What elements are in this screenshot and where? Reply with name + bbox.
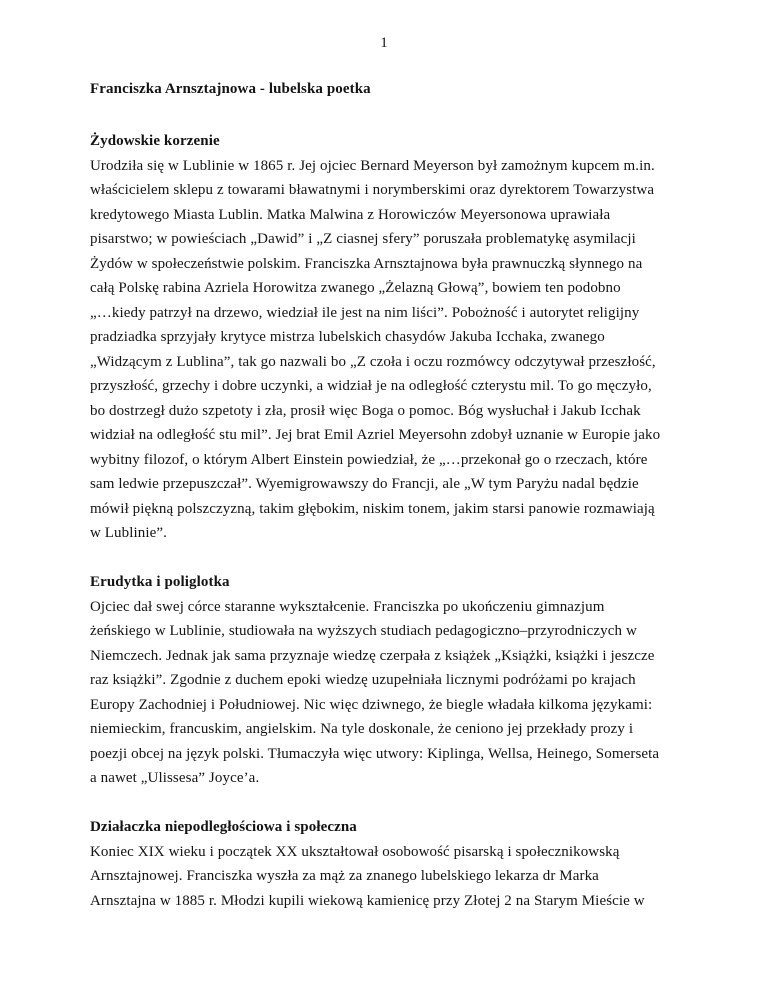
text-line: wybitny filozof, o którym Albert Einstein powiedział, że „…przekonał go o rzeczach, które xyxy=(90,451,648,468)
text-line: pisarstwo; w powieściach „Dawid” i „Z ciasnej sfery” poruszała problematykę asymilacji xyxy=(90,231,636,247)
section-heading: Żydowskie korzenie xyxy=(90,133,220,149)
text-line: właścicielem sklepu z towarami bławatnymi i norymberskimi oraz dyrektorem Towarzystwa xyxy=(90,182,655,198)
text-line: Europy Zachodniej i Południowej. Nic więc dziwnego, że biegle władała kilkoma językami: xyxy=(90,696,653,713)
text-line: raz książki”. Zgodnie z duchem epoki wiedzę uzupełniała licznymi podróżami po krajach xyxy=(90,672,636,688)
text-line: Niemczech. Jednak jak sama przyznaje wiedzę czerpała z książek „Książki, książki i jeszcze xyxy=(90,647,655,664)
text-line: kredytowego Miasta Lublin. Matka Malwina z Horowiczów Meyersonowa uprawiała xyxy=(90,206,611,223)
document-body xyxy=(90,129,680,913)
text-line: Urodziła się w Lublinie w 1865 r. Jej ojciec Bernard Meyerson był zamożnym kupcem m.in. xyxy=(90,157,655,174)
section-heading: Działaczka niepodległościowa i społeczna xyxy=(90,819,357,835)
text-line: Arnsztajnowej. Franciszka wyszła za mąż za znanego lubelskiego lekarza dr Marka xyxy=(90,868,599,884)
text-line: a nawet „Ulissesa” Joyce’a. xyxy=(90,770,260,786)
document-title: Franciszka Arnsztajnowa - lubelska poetka xyxy=(90,80,371,97)
text-line: poezji obcej na język polski. Tłumaczyła więc utwory: Kiplinga, Wellsa, Heinego, Somerseta xyxy=(90,745,660,762)
text-line: mówił piękną polszczyzną, takim głębokim, niskim tonem, jakim starsi panowie rozmawiają xyxy=(90,500,655,517)
text-line: niemieckim, francuskim, angielskim. Na tyle doskonale, że ceniono jej przekłady prozy i xyxy=(90,721,634,737)
text-line: pradziadka sprzyjały krytyce mistrza lubelskich chasydów Jakuba Icchaka, zwanego xyxy=(90,329,605,345)
text-line: sam ledwie przepuszczał”. Wyemigrowawszy do Francji, ale „W tym Paryżu nadal będzie xyxy=(90,476,639,492)
text-line: w Lublinie”. xyxy=(90,525,168,541)
text-line: przyszłość, grzechy i dobre uczynki, a widział je na odległość czterystu mil. To go męczyło, xyxy=(90,378,652,394)
text-line: całą Polskę rabina Azriela Horowitza zwanego „Żelazną Głową”, bowiem ten podobno xyxy=(90,280,621,296)
text-line: widział na odległość stu mil”. Jej brat Emil Azriel Meyersohn zdobył uznanie w Europie jako xyxy=(90,427,661,443)
section-heading: Erudytka i poliglotka xyxy=(90,574,230,590)
paragraph xyxy=(90,154,680,546)
paragraph xyxy=(90,840,680,914)
text-line: Żydów w społeczeństwie polskim. Franciszka Arnsztajnowa była prawnuczką słynnego na xyxy=(90,255,643,272)
text-line: „Widzącym z Lublina”, tak go nazwali bo „Z czoła i oczu rozmówcy odczytywał przeszłość, xyxy=(90,353,656,370)
text-line: „…kiedy patrzył na drzewo, wiedział ile jest na nim liści”. Pobożność i autorytet religijny xyxy=(90,304,640,321)
paragraph xyxy=(90,595,680,791)
text-line: bo dostrzegł dużo szpetoty i zła, prosił więc Boga o pomoc. Bóg wysłuchał i Jakub Icchak xyxy=(90,402,641,419)
page-number: 1 xyxy=(380,35,388,51)
text-line: Koniec XIX wieku i początek XX ukształtował osobowość pisarską i społecznikowską xyxy=(90,843,620,860)
text-line: żeńskiego w Lublinie, studiowała na wyższych studiach pedagogiczno–przyrodniczych w xyxy=(90,623,637,639)
text-line: Ojciec dał swej córce staranne wykształcenie. Franciszka po ukończeniu gimnazjum xyxy=(90,598,605,615)
text-line: Arnsztajna w 1885 r. Młodzi kupili wiekową kamienicę przy Złotej 2 na Starym Mieście w xyxy=(90,892,645,909)
